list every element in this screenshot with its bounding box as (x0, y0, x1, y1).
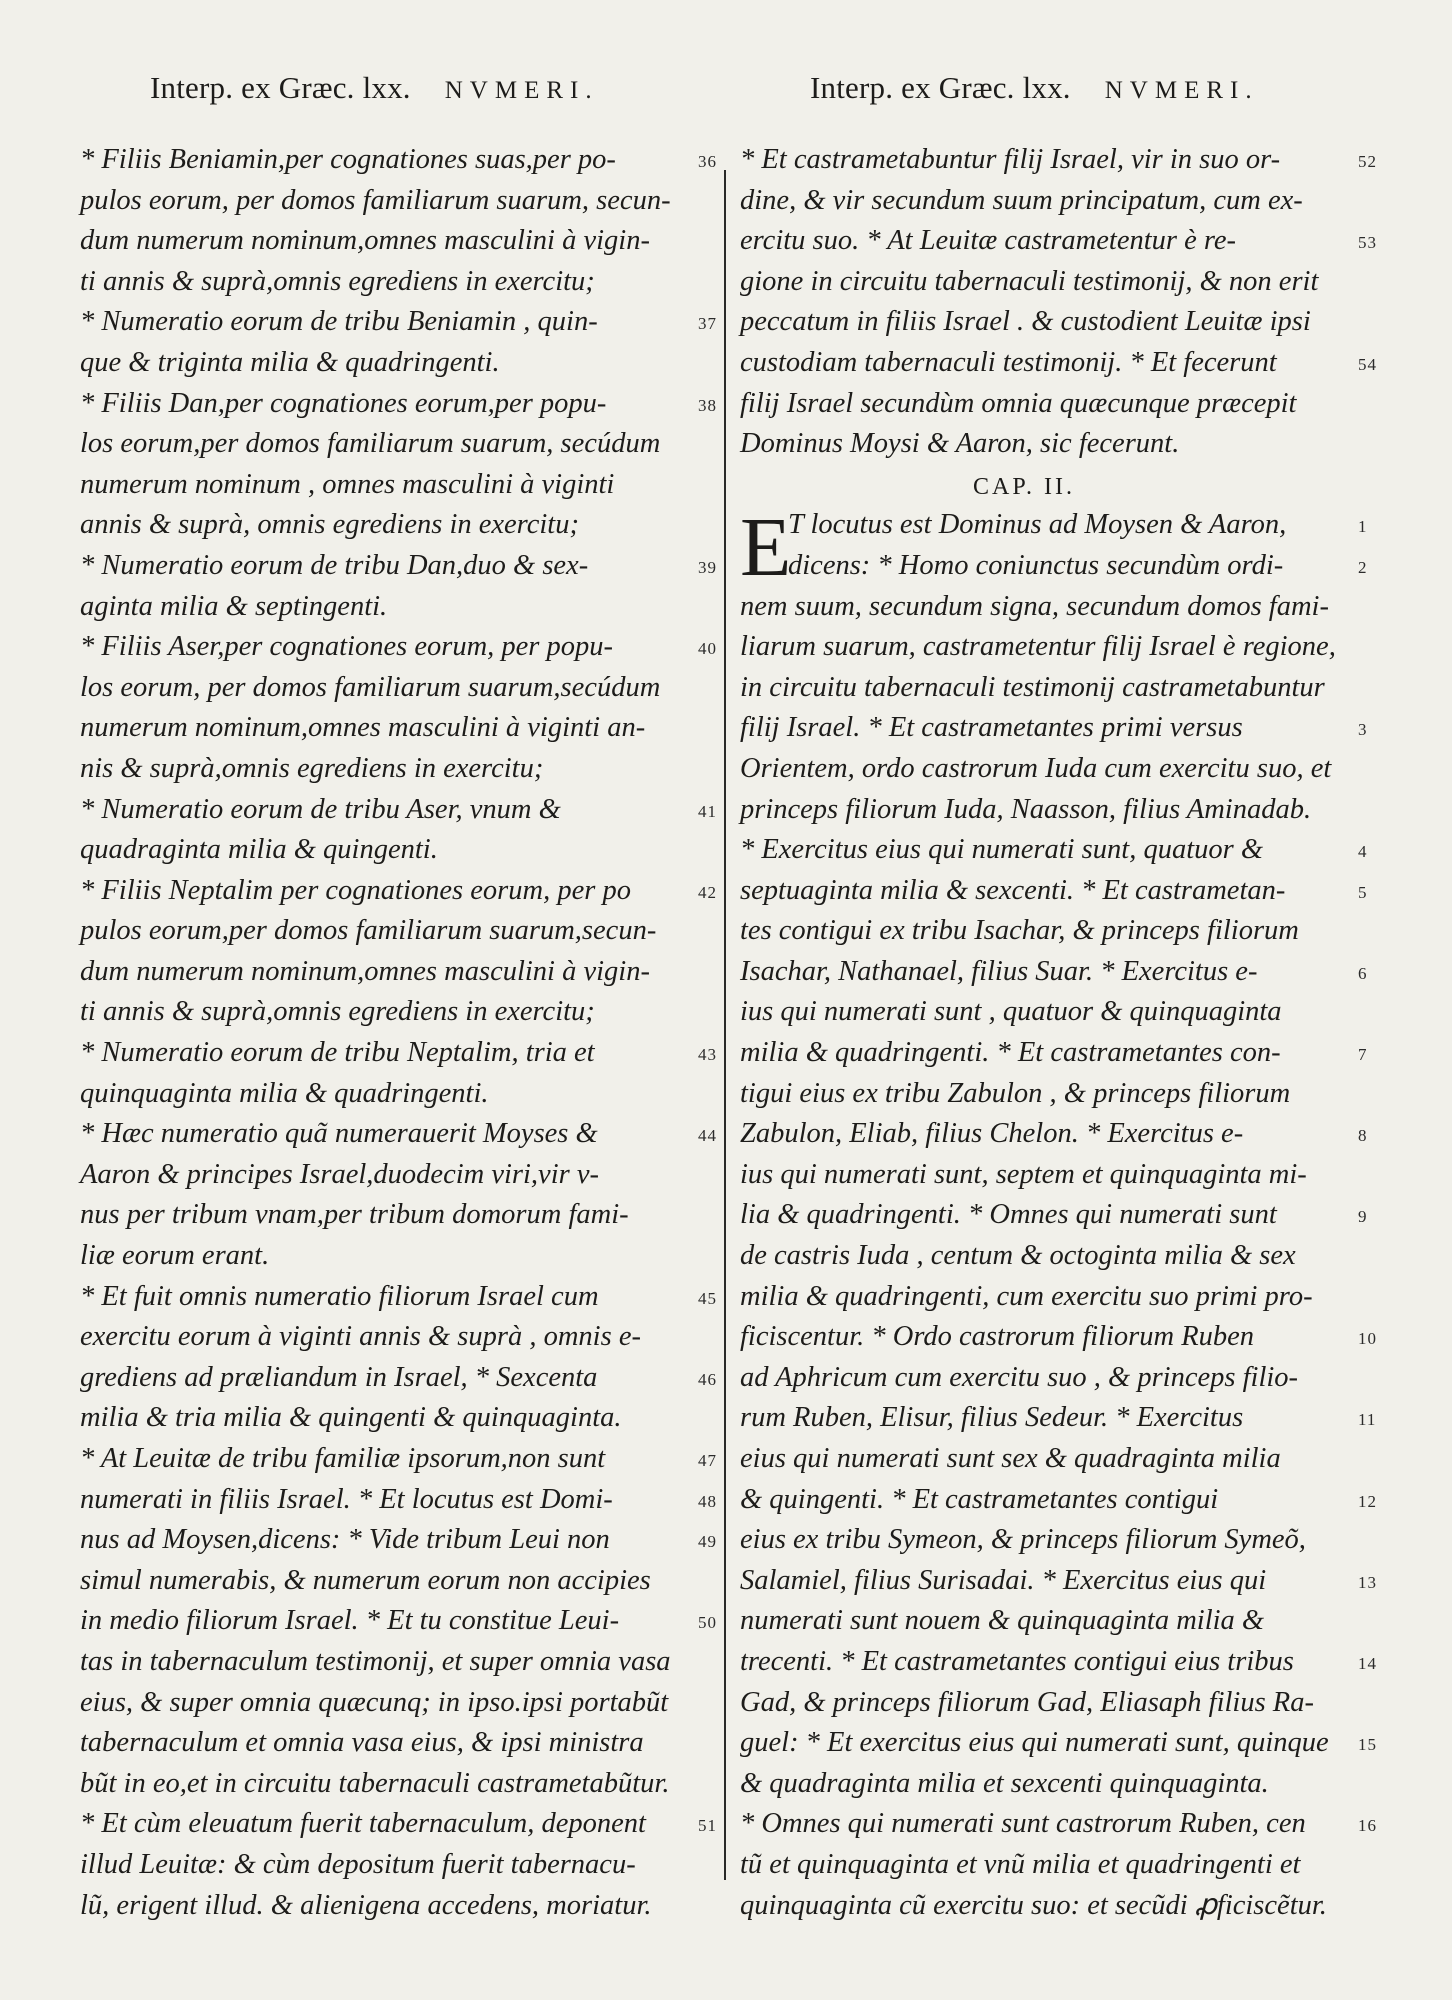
text-line (740, 221, 1377, 262)
verse-number: 37 (698, 314, 717, 334)
line-text: Salamiel, filius Surisadai. * Exercitus eius qui (740, 1564, 1267, 1596)
line-text: in circuitu tabernaculi testimonij castrametabuntur (740, 671, 1325, 703)
text-line (80, 1033, 717, 1074)
text-line (80, 1114, 717, 1155)
line-text: peccatum in filiis Israel . & custodient Leuitæ ipsi (740, 306, 1311, 338)
line-text: tũ et quinquaginta et vnũ milia et quadringenti et (740, 1848, 1301, 1880)
line-text: bũt in eo,et in circuitu tabernaculi castrametabũtur. (80, 1767, 670, 1799)
line-text: * Numeratio eorum de tribu Aser, vnum & (80, 793, 561, 825)
line-text: & quadraginta milia et sexcenti quinquaginta. (740, 1767, 1269, 1799)
line-text: grediens ad præliandum in Israel, * Sexcenta (80, 1361, 598, 1393)
line-text: illud Leuitæ: & cùm depositum fuerit tabernacu- (80, 1848, 636, 1880)
verse-number: 41 (698, 801, 717, 821)
verse-number: 12 (1358, 1491, 1377, 1511)
text-line (740, 1723, 1377, 1764)
verse-number: 39 (698, 557, 717, 577)
text-line (740, 1642, 1377, 1683)
drop-cap-initial: E (740, 501, 792, 595)
line-text: nem suum, secundum signa, secundum domos fami- (740, 590, 1329, 622)
line-text: * Et cùm eleuatum fuerit tabernaculum, deponent (80, 1808, 646, 1840)
line-text: ius qui numerati sunt, septem et quinquaginta mi- (740, 1158, 1307, 1190)
text-line (740, 668, 1348, 709)
verse-number: 43 (698, 1045, 717, 1065)
line-text: * Exercitus eius qui numerati sunt, quatuor & (740, 834, 1263, 866)
line-text: & quingenti. * Et castrametantes contigui (740, 1483, 1219, 1515)
line-text: guel: * Et exercitus eius qui numerati sunt, quinque (740, 1727, 1329, 1759)
right-column (740, 140, 1377, 1926)
verse-number: 51 (698, 1816, 717, 1836)
verse-number: 50 (698, 1613, 717, 1633)
text-line (740, 1561, 1377, 1602)
verse-number: 46 (698, 1369, 717, 1389)
verse-number: 2 (1358, 557, 1368, 577)
verse-number: 52 (1358, 152, 1377, 171)
text-line (740, 546, 1368, 587)
text-line (80, 911, 688, 952)
line-text: exercitu eorum à viginti annis & suprà , omnis e- (80, 1321, 641, 1353)
line-text: eius ex tribu Symeon, & princeps filiorum Symeõ, (740, 1524, 1306, 1556)
line-text: nus per tribum vnam,per tribum domorum fami- (80, 1199, 629, 1231)
line-text: * Et castrametabuntur filij Israel, vir in suo or- (740, 144, 1281, 175)
line-text: aginta milia & septingenti. (80, 590, 388, 622)
text-line (80, 181, 688, 222)
left-running-header (150, 70, 599, 106)
left-column (80, 140, 717, 1926)
text-line (80, 302, 717, 343)
line-text: numerum nominum , omnes masculini à viginti (80, 468, 615, 500)
line-text: numerati in filiis Israel. * Et locutus est Domi- (80, 1483, 613, 1515)
text-line (80, 830, 688, 871)
text-line (80, 1236, 688, 1277)
text-line (80, 1195, 688, 1236)
line-text: ad Aphricum cum exercitu suo , & princeps filio- (740, 1361, 1299, 1393)
line-text: ficiscentur. * Ordo castrorum filiorum Ruben (740, 1321, 1255, 1353)
line-text: pulos eorum,per domos familiarum suarum,secun- (80, 915, 657, 947)
text-line (740, 1155, 1348, 1196)
text-line (740, 505, 1368, 546)
text-line (740, 1074, 1348, 1115)
text-line (740, 992, 1348, 1033)
text-line (80, 1601, 717, 1642)
verse-number: 14 (1358, 1653, 1377, 1673)
text-line (80, 1074, 688, 1115)
line-text: * Numeratio eorum de tribu Neptalim, tria et (80, 1037, 595, 1069)
verse-number: 1 (1358, 517, 1368, 537)
verse-number: 53 (1358, 233, 1377, 253)
text-line (80, 668, 688, 709)
text-line (740, 830, 1368, 871)
text-line (740, 343, 1377, 384)
verse-number: 4 (1358, 842, 1368, 862)
line-text: * Numeratio eorum de tribu Dan,duo & sex- (80, 549, 589, 581)
text-line (80, 1358, 717, 1399)
text-line (80, 992, 688, 1033)
text-line (80, 465, 688, 506)
line-text: tigui eius ex tribu Zabulon , & princeps filiorum (740, 1077, 1291, 1109)
line-text: gione in circuitu tabernaculi testimonij, & non erit (740, 265, 1319, 297)
verse-number: 13 (1358, 1572, 1377, 1592)
line-text: Aaron & principes Israel,duodecim viri,vir v- (80, 1158, 599, 1190)
text-line (740, 952, 1368, 993)
line-text: simul numerabis, & numerum eorum non accipies (80, 1564, 651, 1596)
left-book-title: NVMERI. (444, 77, 599, 104)
line-text: filij Israel. * Et castrametantes primi versus (740, 712, 1243, 744)
text-line (80, 1398, 688, 1439)
line-text: * At Leuitæ de tribu familiæ ipsorum,non sunt (80, 1443, 606, 1474)
line-text: los eorum, per domos familiarum suarum,secúdum (80, 671, 661, 703)
line-text: * Filiis Beniamin,per cognationes suas,per po- (80, 144, 616, 175)
text-line (740, 1439, 1348, 1480)
line-text: eius, & super omnia quæcunq; in ipso.ipsi portabũt (80, 1686, 669, 1718)
verse-number: 49 (698, 1532, 717, 1552)
text-line (740, 627, 1348, 668)
text-line (740, 1277, 1348, 1318)
line-text: tabernaculum et omnia vasa eius, & ipsi ministra (80, 1727, 644, 1759)
chapter-opening (740, 501, 1368, 595)
line-text: liæ eorum erant. (80, 1240, 270, 1272)
text-line (80, 262, 688, 303)
line-text: ti annis & suprà,omnis egrediens in exercitu; (80, 996, 595, 1028)
line-text: nus ad Moysen,dicens: * Vide tribum Leui non (80, 1524, 610, 1556)
text-line (80, 587, 688, 628)
line-text: de castris Iuda , centum & octoginta milia & sex (740, 1240, 1296, 1272)
verse-number: 9 (1358, 1207, 1368, 1227)
text-line (740, 1601, 1348, 1642)
text-line (80, 1439, 717, 1480)
text-line (740, 1195, 1368, 1236)
line-text: trecenti. * Et castrametantes contigui eius tribus (740, 1645, 1294, 1677)
verse-number: 38 (698, 395, 717, 415)
line-text: quinquaginta cũ exercitu suo: et secũdi ꝓficiscẽtur. (740, 1889, 1327, 1921)
text-line (740, 140, 1377, 181)
text-line (80, 140, 717, 181)
line-text: Zabulon, Eliab, filius Chelon. * Exercitus e- (740, 1118, 1244, 1150)
text-line (80, 1520, 717, 1561)
text-line (740, 871, 1368, 912)
column-divider (724, 170, 726, 1880)
text-line (740, 1683, 1348, 1724)
verse-number: 48 (698, 1491, 717, 1511)
text-line (80, 871, 717, 912)
text-line (740, 181, 1348, 222)
line-text: Isachar, Nathanael, filius Suar. * Exercitus e- (740, 955, 1258, 987)
text-line (740, 1033, 1368, 1074)
line-text: in medio filiorum Israel. * Et tu constitue Leui- (80, 1605, 620, 1637)
verse-number: 10 (1358, 1329, 1377, 1349)
text-line (80, 952, 688, 993)
line-text: filij Israel secundùm omnia quæcunque præcepit (740, 387, 1297, 419)
text-line (740, 1845, 1348, 1886)
line-text: quadraginta milia & quingenti. (80, 834, 438, 866)
text-line (80, 627, 717, 668)
text-line (80, 1480, 717, 1521)
text-line (80, 1561, 688, 1602)
text-line (740, 1520, 1348, 1561)
text-line (80, 1317, 688, 1358)
text-line (740, 1804, 1377, 1845)
line-text: tes contigui ex tribu Isachar, & princeps filiorum (740, 915, 1299, 947)
right-book-title: NVMERI. (1104, 77, 1259, 104)
right-running-title: Interp. ex Græc. lxx. (810, 70, 1071, 105)
line-text: lia & quadringenti. * Omnes qui numerati sunt (740, 1199, 1277, 1231)
verse-number: 45 (698, 1288, 717, 1308)
line-text: numerum nominum,omnes masculini à viginti an- (80, 712, 646, 744)
line-text: pulos eorum, per domos familiarum suarum, secun- (80, 184, 671, 216)
line-text: nis & suprà,omnis egrediens in exercitu; (80, 752, 544, 784)
text-line (740, 1764, 1348, 1805)
text-line (80, 1804, 717, 1845)
verse-number: 47 (698, 1451, 717, 1470)
line-text: liarum suarum, castrametentur filij Israel è regione, (740, 631, 1336, 663)
line-text: milia & quadringenti, cum exercitu suo primi pro- (740, 1280, 1313, 1312)
verse-number: 7 (1358, 1045, 1368, 1065)
line-text: * Et fuit omnis numeratio filiorum Israel cum (80, 1280, 599, 1312)
text-line (740, 424, 1348, 465)
line-text: lũ, erigent illud. & alienigena accedens, moriatur. (80, 1889, 652, 1921)
text-line (80, 749, 688, 790)
line-text: ercitu suo. * At Leuitæ castrametentur è re- (740, 225, 1237, 257)
text-line (80, 546, 717, 587)
line-text: dicens: * Homo coniunctus secundùm ordi- (788, 549, 1284, 581)
text-line (740, 1398, 1377, 1439)
text-line (80, 708, 688, 749)
line-text: septuaginta milia & sexcenti. * Et castrametan- (740, 874, 1286, 906)
text-line (80, 505, 688, 546)
text-line (80, 384, 717, 425)
text-line (740, 1480, 1377, 1521)
line-text: ti annis & suprà,omnis egrediens in exercitu; (80, 265, 595, 297)
line-text: Gad, & princeps filiorum Gad, Eliasaph filius Ra- (740, 1686, 1314, 1718)
line-text: tas in tabernaculum testimonij, et super omnia vasa (80, 1645, 671, 1677)
line-text: T locutus est Dominus ad Moysen & Aaron, (788, 509, 1287, 541)
line-text: milia & tria milia & quingenti & quinquaginta. (80, 1402, 622, 1434)
line-text: Orientem, ordo castrorum Iuda cum exercitu suo, et (740, 752, 1332, 784)
line-text: milia & quadringenti. * Et castrametantes con- (740, 1037, 1281, 1069)
text-line (80, 1723, 688, 1764)
text-line (80, 1845, 688, 1886)
right-running-header (810, 70, 1259, 106)
line-text: dine, & vir secundum suum principatum, cum ex- (740, 184, 1303, 216)
verse-number: 54 (1358, 354, 1377, 374)
text-line (80, 1277, 717, 1318)
chapter-heading: CAP. II. (972, 473, 1075, 500)
line-text: * Filiis Dan,per cognationes eorum,per popu- (80, 387, 607, 419)
line-text: quinquaginta milia & quadringenti. (80, 1077, 489, 1109)
line-text: annis & suprà, omnis egrediens in exercitu; (80, 509, 579, 541)
text-line (740, 262, 1348, 303)
verse-number: 16 (1358, 1816, 1377, 1836)
line-text: dum numerum nominum,omnes masculini à vigin- (80, 955, 650, 987)
line-text: numerati sunt nouem & quinquaginta milia & (740, 1605, 1265, 1637)
text-line (80, 221, 688, 262)
text-line (80, 790, 717, 831)
text-line (80, 343, 688, 384)
verse-number: 42 (698, 882, 717, 902)
line-text: los eorum,per domos familiarum suarum, secúdum (80, 428, 661, 460)
text-line (740, 384, 1348, 425)
text-line (740, 749, 1348, 790)
text-line (740, 708, 1368, 749)
verse-number: 36 (698, 152, 717, 171)
verse-number: 3 (1358, 720, 1368, 740)
text-line (80, 424, 688, 465)
verse-number: 15 (1358, 1735, 1377, 1755)
verse-number: 11 (1358, 1410, 1377, 1430)
verse-number: 44 (698, 1126, 717, 1146)
text-line (80, 1886, 688, 1927)
text-line (80, 1683, 688, 1724)
verse-number: 40 (698, 639, 717, 659)
line-text: rum Ruben, Elisur, filius Sedeur. * Exercitus (740, 1402, 1244, 1434)
text-line (80, 1642, 688, 1683)
left-running-title: Interp. ex Græc. lxx. (150, 70, 411, 105)
line-text: Dominus Moysi & Aaron, sic fecerunt. (740, 428, 1180, 460)
text-line (740, 1317, 1377, 1358)
text-line (740, 911, 1348, 952)
verse-number: 5 (1358, 882, 1368, 902)
line-text: custodiam tabernaculi testimonij. * Et fecerunt (740, 346, 1277, 378)
line-text: * Filiis Aser,per cognationes eorum, per popu- (80, 631, 614, 663)
text-line (740, 302, 1348, 343)
text-line (740, 1114, 1368, 1155)
line-text: princeps filiorum Iuda, Naasson, filius Aminadab. (740, 793, 1312, 825)
line-text: ius qui numerati sunt , quatuor & quinquaginta (740, 996, 1282, 1028)
verse-number: 8 (1358, 1126, 1368, 1146)
line-text: * Numeratio eorum de tribu Beniamin , quin- (80, 306, 598, 338)
line-text: * Hæc numeratio quã numerauerit Moyses & (80, 1118, 598, 1150)
line-text: * Omnes qui numerati sunt castrorum Ruben, cen (740, 1808, 1306, 1840)
verse-number: 6 (1358, 963, 1368, 983)
line-text: dum numerum nominum,omnes masculini à vigin- (80, 225, 650, 257)
line-text: que & triginta milia & quadringenti. (80, 346, 500, 378)
line-text: eius qui numerati sunt sex & quadraginta milia (740, 1443, 1281, 1474)
text-line (740, 1236, 1348, 1277)
text-line (740, 1886, 1348, 1927)
text-line (80, 1155, 688, 1196)
text-line (740, 587, 1348, 628)
text-line (80, 1764, 688, 1805)
text-line (740, 1358, 1348, 1399)
line-text: * Filiis Neptalim per cognationes eorum, per po (80, 874, 631, 906)
text-line (740, 790, 1348, 831)
